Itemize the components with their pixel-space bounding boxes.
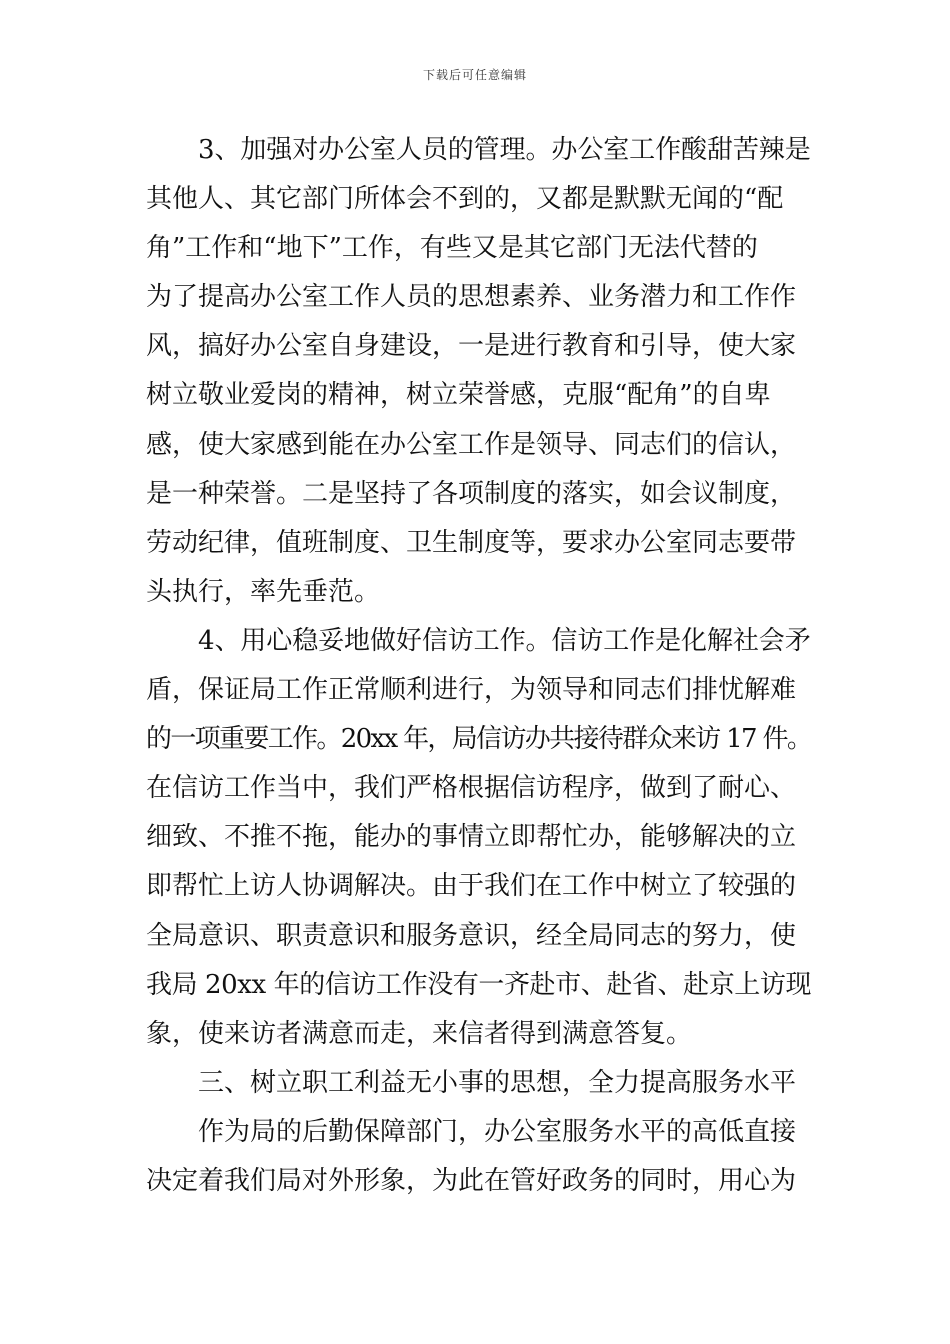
text-line: 我局 20xx 年的信访工作没有一齐赴市、赴省、赴京上访现 bbox=[146, 969, 812, 1000]
document-body bbox=[146, 126, 812, 1206]
text-line: 作为局的后勤保障部门，办公室服务水平的高低直接 bbox=[198, 1116, 797, 1147]
text-line: 象，使来访者满意而走，来信者得到满意答复。 bbox=[146, 1018, 693, 1049]
text-line: 三、树立职工利益无小事的思想，全力提高服务水平 bbox=[198, 1067, 797, 1098]
text-line: 劳动纪律，值班制度、卫生制度等，要求办公室同志要带 bbox=[146, 527, 797, 558]
text-line: 其他人、其它部门所体会不到的，又都是默默无闻的“配 bbox=[146, 184, 784, 215]
text-line: 为了提高办公室工作人员的思想素养、业务潜力和工作作 bbox=[146, 282, 797, 313]
text-line: 感，使大家感到能在办公室工作是领导、同志们的信认， bbox=[146, 429, 797, 460]
text-line: 决定着我们局对外形象，为此在管好政务的同时，用心为 bbox=[146, 1165, 797, 1196]
text-line: 3、加强对办公室人员的管理。办公室工作酸甜苦辣是 bbox=[198, 135, 811, 165]
header-note: 下载后可任意编辑 bbox=[422, 68, 527, 82]
paragraph-1 bbox=[146, 126, 811, 617]
text-line: 是一种荣誉。二是坚持了各项制度的落实，如会议制度， bbox=[146, 478, 797, 509]
paragraph-3 bbox=[146, 1108, 806, 1206]
text-line: 的一项重要工作。20xx 年，局信访办共接待群众来访 17 件。 bbox=[146, 724, 812, 755]
text-line: 树立敬业爱岗的精神，树立荣誉感，克服“配角”的自卑 bbox=[146, 380, 771, 411]
section-heading bbox=[146, 1059, 806, 1108]
paragraph-2 bbox=[146, 617, 812, 1059]
text-line: 细致、不推不拖，能办的事情立即帮忙办，能够解决的立 bbox=[146, 822, 797, 853]
text-line: 全局意识、职责意识和服务意识，经全局同志的努力，使 bbox=[146, 920, 797, 951]
text-line: 4、用心稳妥地做好信访工作。信访工作是化解社会矛 bbox=[198, 625, 811, 656]
text-line: 角”工作和“地下”工作，有些又是其它部门无法代替的 bbox=[146, 233, 758, 264]
text-line: 头执行，率先垂范。 bbox=[146, 576, 381, 607]
text-line: 风，搞好办公室自身建设，一是进行教育和引导，使大家 bbox=[146, 331, 797, 362]
text-line: 盾，保证局工作正常顺利进行，为领导和同志们排忧解难 bbox=[146, 675, 797, 706]
text-line: 在信访工作当中，我们严格根据信访程序，做到了耐心、 bbox=[146, 773, 797, 804]
text-line: 即帮忙上访人协调解决。由于我们在工作中树立了较强的 bbox=[146, 871, 797, 902]
